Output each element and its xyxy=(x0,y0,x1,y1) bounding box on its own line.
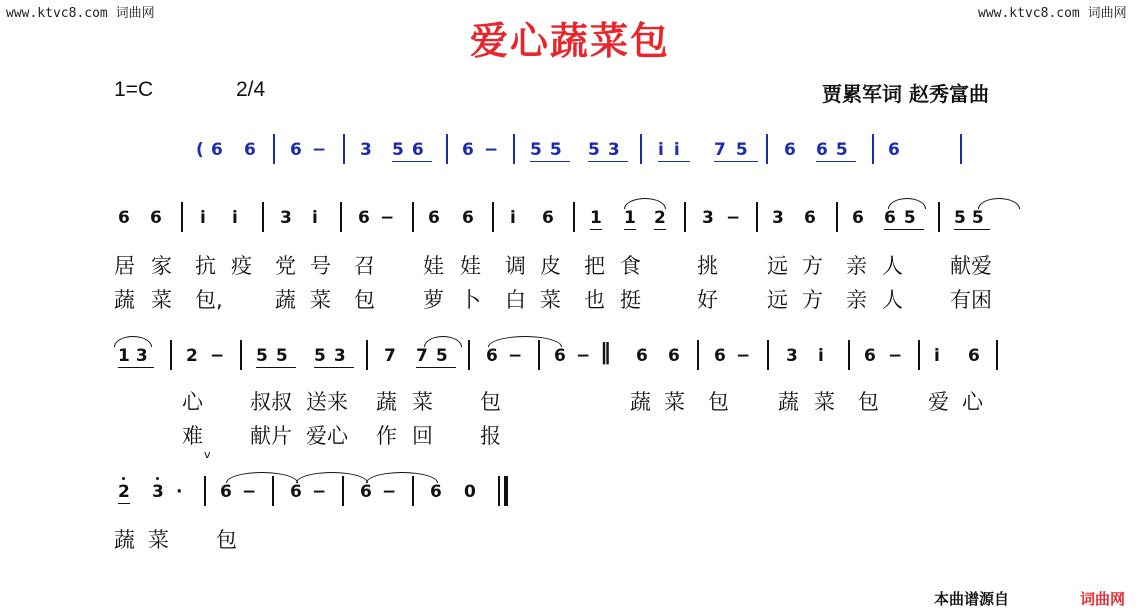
note: 6 xyxy=(668,346,680,366)
lyric-char: 人 xyxy=(882,288,903,312)
lyric-char: 也 xyxy=(584,288,605,312)
lyric-char: 亲 xyxy=(846,254,867,278)
note: 6 xyxy=(636,346,648,366)
note-group: 55 xyxy=(954,208,990,228)
authors-credit: 贾累军词 赵秀富曲 xyxy=(822,82,989,106)
note: − xyxy=(312,482,327,502)
note: 6 xyxy=(244,140,256,160)
lyric-char: 回 xyxy=(412,424,433,448)
bar-line xyxy=(412,476,414,506)
lyric-char: 食 xyxy=(620,254,641,278)
repeat-sign: ‖ xyxy=(600,340,611,365)
note: 6 xyxy=(360,482,372,502)
note: 3 xyxy=(280,208,292,228)
lyric-char: 献爱 xyxy=(950,254,992,278)
note: 7 xyxy=(384,346,396,366)
lyric-char: 包 xyxy=(708,390,729,414)
note-group: i̇i̇ xyxy=(658,140,690,160)
note: 6 xyxy=(428,208,440,228)
tie-arc xyxy=(296,472,368,483)
bar-line xyxy=(170,340,172,370)
note: 2 xyxy=(654,208,666,228)
note: 3 xyxy=(772,208,784,228)
watermark-right: www.ktvc8.com 词曲网 xyxy=(978,6,1127,21)
note-group: 55 xyxy=(530,140,570,160)
note: i̇ xyxy=(232,208,238,228)
note: 3 xyxy=(152,482,164,502)
lyric-char: 菜 xyxy=(148,528,169,552)
bar-line xyxy=(273,134,275,164)
note: 6 xyxy=(290,140,302,160)
bar-line xyxy=(340,202,342,232)
lyric-char: 萝 xyxy=(423,288,444,312)
note: 6 xyxy=(714,346,726,366)
note: i̇ xyxy=(510,208,516,228)
lyric-char: 菜 xyxy=(540,288,561,312)
note: 6 xyxy=(804,208,816,228)
bar-line xyxy=(697,340,699,370)
lyric-char: 皮 xyxy=(540,254,561,278)
lyric-char: 包 xyxy=(480,390,501,414)
note: 6 xyxy=(118,208,130,228)
dot-mark: · xyxy=(176,482,183,502)
bar-line xyxy=(767,340,769,370)
note: 6 xyxy=(968,346,980,366)
note: 3 xyxy=(786,346,798,366)
lyric-char: 菜 xyxy=(151,288,172,312)
note: i̇ xyxy=(818,346,824,366)
lyric-char: 心 xyxy=(962,390,983,414)
bar-line xyxy=(872,134,874,164)
lyric-char: 菜 xyxy=(310,288,331,312)
note: 3 xyxy=(360,140,372,160)
bar-line xyxy=(204,476,206,506)
bar-line xyxy=(272,476,274,506)
lyric-char: 家 xyxy=(151,254,172,278)
bar-line xyxy=(342,476,344,506)
lyric-char: 包 xyxy=(216,528,237,552)
bar-line xyxy=(498,476,500,506)
lyric-char: 调 xyxy=(505,254,526,278)
lyric-char: 好 xyxy=(697,288,718,312)
lyric-char: 蔬 xyxy=(275,288,296,312)
bar-line xyxy=(343,134,345,164)
lyric-char: 包 xyxy=(858,390,879,414)
note: − xyxy=(382,482,397,502)
notation-line-1 xyxy=(0,208,1140,248)
tie-arc xyxy=(488,336,562,347)
rest: 0 xyxy=(464,482,476,502)
lyric-char: 蔬 xyxy=(778,390,799,414)
note: 6 xyxy=(554,346,566,366)
notation-line-2 xyxy=(0,340,1140,386)
note: − xyxy=(484,140,499,160)
note: − xyxy=(508,346,523,366)
lyric-char: 抗 xyxy=(195,254,216,278)
note-group: 65 xyxy=(816,140,856,160)
lyrics-2-verse-2 xyxy=(0,420,1140,460)
page-title: 爱心蔬菜包 xyxy=(469,19,670,63)
note-group: 55 xyxy=(256,346,296,366)
note: − xyxy=(888,346,903,366)
lyric-char: 远 xyxy=(767,254,788,278)
key-signature: 1=C xyxy=(114,78,154,101)
bar-line xyxy=(366,340,368,370)
lyric-char: 方 xyxy=(802,254,823,278)
lyric-char: 包, xyxy=(195,288,223,312)
note: ( xyxy=(196,140,204,160)
note: 6 xyxy=(462,140,474,160)
lyric-char: 挑 xyxy=(697,254,718,278)
intro-notation-line xyxy=(0,140,1140,180)
lyric-char: 菜 xyxy=(412,390,433,414)
bar-line xyxy=(918,340,920,370)
note: − xyxy=(380,208,395,228)
bar-line xyxy=(412,202,414,232)
final-bar-line xyxy=(504,476,508,506)
lyric-char: 人 xyxy=(882,254,903,278)
lyric-char: 献片 xyxy=(250,424,292,448)
lyric-char: 白 xyxy=(505,288,526,312)
lyric-char: 难 xyxy=(182,424,203,448)
lyric-char: 娃 xyxy=(423,254,444,278)
lyric-char: 党 xyxy=(275,254,296,278)
lyric-char: 娃 xyxy=(460,254,481,278)
note: 6 xyxy=(290,482,302,502)
note: i̇ xyxy=(934,346,940,366)
lyric-char: 召 xyxy=(354,254,375,278)
note: 6 xyxy=(542,208,554,228)
lyrics-3 xyxy=(0,524,1140,564)
lyric-char: 作 xyxy=(376,424,397,448)
note: 6 xyxy=(486,346,498,366)
bar-line xyxy=(538,340,540,370)
lyric-char: 居 xyxy=(114,254,135,278)
note: 6 xyxy=(888,140,910,160)
note: − xyxy=(576,346,591,366)
lyric-char: 疫 xyxy=(231,254,252,278)
lyric-char: 有困 xyxy=(950,288,992,312)
bar-line xyxy=(181,202,183,232)
lyric-char: 蔬 xyxy=(630,390,651,414)
bar-line xyxy=(492,202,494,232)
bar-line xyxy=(573,202,575,232)
note-group: 13 xyxy=(118,346,154,366)
note: 2 xyxy=(118,482,130,502)
time-signature: 2/4 xyxy=(236,78,266,101)
lyric-char: 报 xyxy=(480,424,501,448)
note-group: 65 xyxy=(884,208,924,228)
lyric-char: 菜 xyxy=(814,390,835,414)
lyrics-1-verse-2 xyxy=(0,284,1140,324)
breath-mark: v xyxy=(204,448,211,461)
bar-line xyxy=(766,134,768,164)
bar-line xyxy=(262,202,264,232)
lyric-char: 远 xyxy=(767,288,788,312)
note-group: 53 xyxy=(314,346,354,366)
note-group: 56 xyxy=(392,140,432,160)
note: 6 xyxy=(220,482,232,502)
lyric-char: 亲 xyxy=(846,288,867,312)
bar-line xyxy=(684,202,686,232)
note: 1 xyxy=(624,208,636,228)
note-group: 53 xyxy=(588,140,628,160)
tie-arc xyxy=(366,472,438,483)
lyric-char: 爱心 xyxy=(306,424,348,448)
note: 6 xyxy=(430,482,442,502)
lyric-char: 卜 xyxy=(460,288,481,312)
note: − xyxy=(242,482,257,502)
bar-line xyxy=(240,340,242,370)
note: i̇ xyxy=(312,208,318,228)
note: 6 xyxy=(211,140,223,160)
bar-line xyxy=(996,340,998,370)
source-logo[interactable]: 词曲网 xyxy=(1080,590,1126,608)
notation-line-3 xyxy=(0,482,1140,522)
note: 6 xyxy=(784,140,796,160)
note: 6 xyxy=(462,208,474,228)
note: − xyxy=(312,140,327,160)
note: − xyxy=(736,346,751,366)
bar-line xyxy=(513,134,515,164)
bar-line xyxy=(468,340,470,370)
bar-line xyxy=(938,202,940,232)
lyric-char: 把 xyxy=(584,254,605,278)
note: 2 xyxy=(186,346,198,366)
bar-line xyxy=(640,134,642,164)
lyric-char: 送来 xyxy=(306,390,348,414)
lyric-char: 号 xyxy=(310,254,331,278)
lyric-char: 叔叔 xyxy=(250,390,292,414)
note-group: 75 xyxy=(714,140,758,160)
watermark-left: www.ktvc8.com 词曲网 xyxy=(6,6,155,21)
note-group: 75 xyxy=(416,346,456,366)
note: i̇ xyxy=(200,208,206,228)
note: 1 xyxy=(590,208,602,228)
note: − xyxy=(726,208,741,228)
tie-arc xyxy=(226,472,298,483)
note: − xyxy=(210,346,225,366)
note: 6 xyxy=(852,208,864,228)
note: 6 xyxy=(150,208,162,228)
bar-line xyxy=(848,340,850,370)
lyric-char: 爱 xyxy=(928,390,949,414)
bar-line xyxy=(446,134,448,164)
source-label: 本曲谱源自 xyxy=(934,590,1010,608)
bar-line xyxy=(960,134,962,164)
lyric-char: 挺 xyxy=(620,288,641,312)
lyric-char: 心 xyxy=(182,390,203,414)
bar-line xyxy=(756,202,758,232)
lyric-char: 菜 xyxy=(664,390,685,414)
lyric-char: 包 xyxy=(354,288,375,312)
lyric-char: 蔬 xyxy=(114,288,135,312)
bar-line xyxy=(836,202,838,232)
note: 6 xyxy=(864,346,876,366)
note: 3 xyxy=(702,208,714,228)
lyric-char: 蔬 xyxy=(114,528,135,552)
lyric-char: 方 xyxy=(802,288,823,312)
lyric-char: 蔬 xyxy=(376,390,397,414)
note: 6 xyxy=(358,208,370,228)
